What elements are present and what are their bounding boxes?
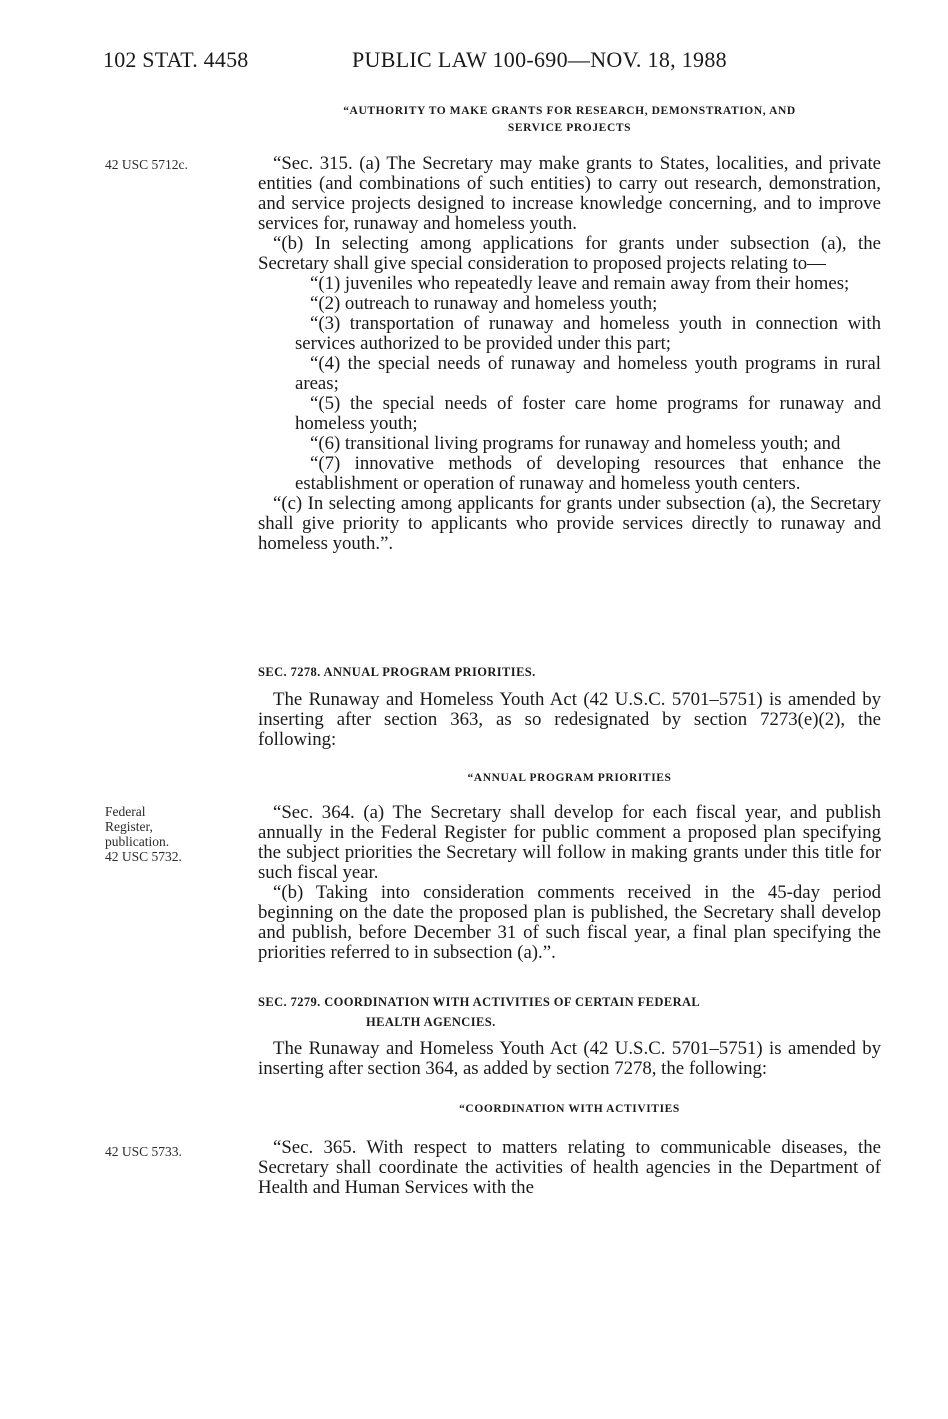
margin-note-line: Register, xyxy=(105,819,153,834)
list-item: “(4) the special needs of runaway and homeless youth programs in rural areas; xyxy=(295,353,881,394)
list-item: “(1) juveniles who repeatedly leave and remain away from their homes; xyxy=(310,273,850,294)
public-law-title: PUBLIC LAW 100-690—NOV. 18, 1988 xyxy=(352,47,727,72)
list-item: “(5) the special needs of foster care home programs for runaway and homeless youth; xyxy=(295,393,881,434)
list-item: “(3) transportation of runaway and homeless youth in connection with services authorized to be provided under this part; xyxy=(295,313,881,354)
sec315-items-list xyxy=(295,274,881,494)
section-365 xyxy=(258,1138,881,1198)
page-header xyxy=(0,47,948,81)
margin-note-line: publication. xyxy=(105,834,170,849)
sec315-subsection-b: “(b) In selecting among applications for grants under subsection (a), the Secretary shall give special consideration to proposed projects relating to— xyxy=(258,233,881,274)
sec-7278-body xyxy=(258,690,881,750)
heading-line: HEALTH AGENCIES. xyxy=(366,1015,496,1029)
section-364 xyxy=(258,803,881,963)
coordination-heading: “COORDINATION WITH ACTIVITIES xyxy=(459,1103,680,1115)
margin-note-usc-5733: 42 USC 5733. xyxy=(105,1144,182,1159)
sec-7279-body xyxy=(258,1039,881,1079)
sec7278-text: The Runaway and Homeless Youth Act (42 U.S.C. 5701–5751) is amended by inserting after section 363, as so redesignated by section 7273(e)(2), the following: xyxy=(258,689,881,750)
sec315-subsection-c: “(c) In selecting among applicants for grants under subsection (a), the Secretary shall give priority to applicants who provide services directly to runaway and homeless youth.”. xyxy=(258,493,881,554)
margin-note-line: 42 USC 5732. xyxy=(105,849,182,864)
heading-line: “AUTHORITY TO MAKE GRANTS FOR RESEARCH, DEMONSTRATION, AND xyxy=(343,105,796,117)
sec365-text: “Sec. 365. With respect to matters relating to communicable diseases, the Secretary shall coordinate the activities of health agencies in the Department of Health and Human Services with the xyxy=(258,1137,881,1198)
statute-page-number: 102 STAT. 4458 xyxy=(103,47,249,72)
sec7279-text: The Runaway and Homeless Youth Act (42 U.S.C. 5701–5751) is amended by inserting after section 364, as added by section 7278, the following: xyxy=(258,1038,881,1079)
sec-7278-heading: SEC. 7278. ANNUAL PROGRAM PRIORITIES. xyxy=(258,665,536,679)
list-item: “(2) outreach to runaway and homeless youth; xyxy=(310,293,658,314)
heading-line: SERVICE PROJECTS xyxy=(507,122,632,134)
margin-note-line: Federal xyxy=(105,804,146,819)
list-item: “(6) transitional living programs for runaway and homeless youth; and xyxy=(310,433,841,454)
authority-heading xyxy=(258,103,881,137)
sec364-subsection-b: “(b) Taking into consideration comments received in the 45-day period beginning on the date the proposed plan is published, the Secretary shall develop and publish, before December 31 of such fiscal year, a final plan specifying the priorities referred to in subsection (a).”. xyxy=(258,882,881,963)
section-315 xyxy=(258,154,881,554)
heading-line: SEC. 7279. COORDINATION WITH ACTIVITIES OF CERTAIN FEDERAL xyxy=(258,995,701,1009)
margin-note-usc-5712c: 42 USC 5712c. xyxy=(105,157,188,172)
list-item: “(7) innovative methods of developing resources that enhance the establishment or operation of runaway and homeless youth centers. xyxy=(295,453,881,494)
sec364-subsection-a: “Sec. 364. (a) The Secretary shall develop for each fiscal year, and publish annually in the Federal Register for public comment a proposed plan specifying the subject priorities the Secretary will follow in making grants under this title for such fiscal year. xyxy=(258,802,881,883)
sec-7279-heading xyxy=(258,992,881,1032)
margin-note-federal-register xyxy=(105,804,182,864)
sec315-subsection-a: “Sec. 315. (a) The Secretary may make grants to States, localities, and private entities (and combinations of such entities) to carry out research, demonstration, and service projects designed to increase knowledge concerning, and to improve services for, runaway and homeless youth. xyxy=(258,153,881,234)
annual-priorities-heading: “ANNUAL PROGRAM PRIORITIES xyxy=(467,772,672,784)
